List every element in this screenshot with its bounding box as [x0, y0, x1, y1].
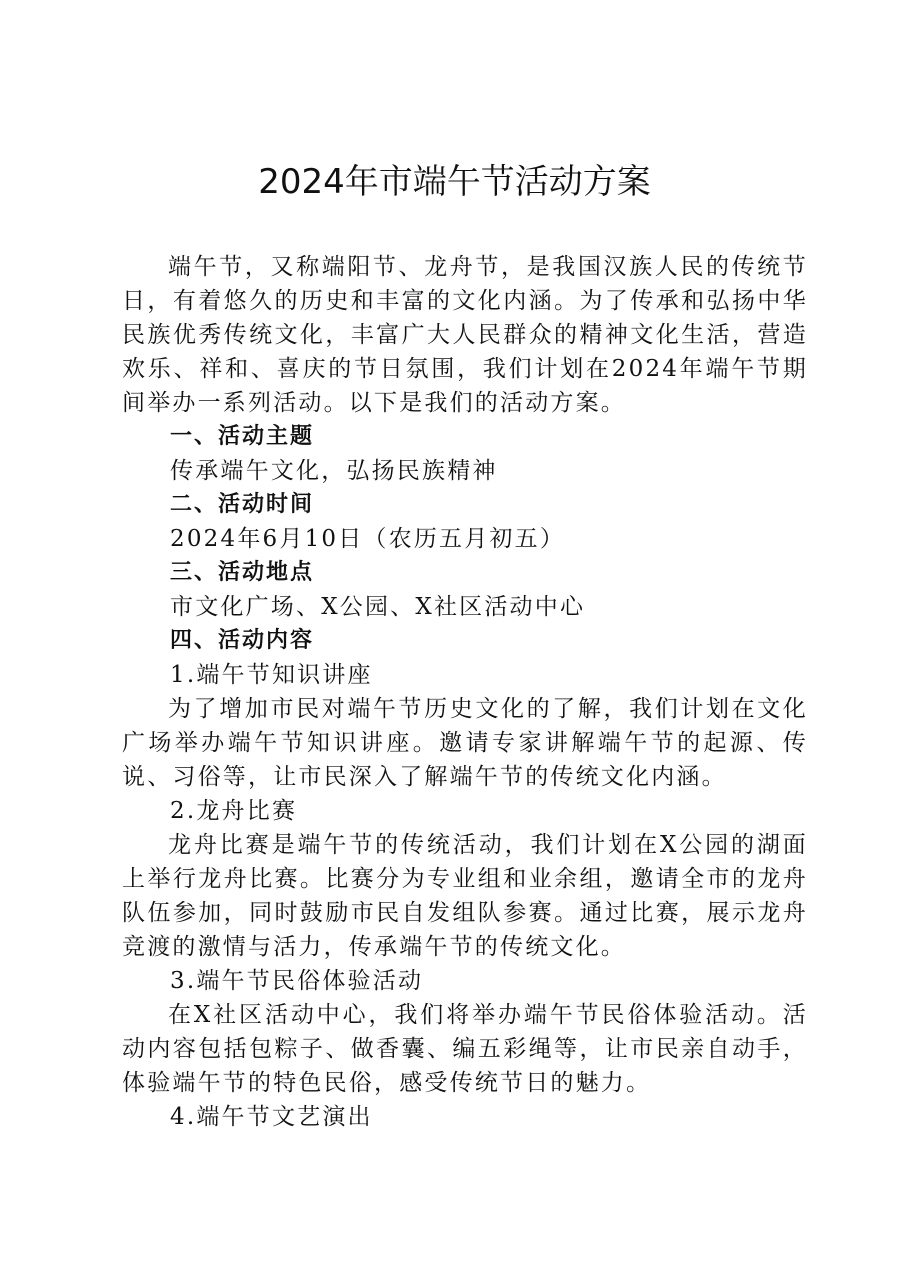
document-title: 2024年市端午节活动方案: [258, 162, 651, 202]
item-label-dragon-boat: 2.龙舟比赛: [170, 798, 298, 824]
section-heading-theme: 一、活动主题: [170, 424, 315, 449]
item-label-performance: 4.端午节文艺演出: [170, 1104, 373, 1130]
section-text-time: 2024年6月10日（农历五月初五）: [170, 526, 566, 552]
document-body: [122, 250, 808, 1134]
intro-paragraph: 端午节，又称端阳节、龙舟节，是我国汉族人民的传统节日，有着悠久的历史和丰富的文化内涵。为了传承和弘扬中华民族优秀传统文化，丰富广大人民群众的精神文化生活，营造欢乐、祥和、喜庆的节日氛围，我们计划在2024年端午节期间举办一系列活动。以下是我们的活动方案。: [122, 254, 808, 416]
section-text-theme: 传承端午文化，弘扬民族精神: [170, 458, 498, 484]
section-heading-time: 二、活动时间: [170, 492, 315, 517]
item-text-folk-experience: 在X社区活动中心，我们将举办端午节民俗体验活动。活动内容包括包粽子、做香囊、编五彩绳等，让市民亲自动手，体验端午节的特色民俗，感受传统节日的魅力。: [122, 1002, 808, 1096]
section-heading-content: 四、活动内容: [170, 628, 315, 653]
item-text-lecture: 为了增加市民对端午节历史文化的了解，我们计划在文化广场举办端午节知识讲座。邀请专家讲解端午节的起源、传说、习俗等，让市民深入了解端午节的传统文化内涵。: [122, 696, 808, 790]
item-text-dragon-boat: 龙舟比赛是端午节的传统活动，我们计划在X公园的湖面上举行龙舟比赛。比赛分为专业组和业余组，邀请全市的龙舟队伍参加，同时鼓励市民自发组队参赛。通过比赛，展示龙舟竞渡的激情与活力，传承端午节的传统文化。: [122, 832, 808, 960]
section-text-location: 市文化广场、X公园、X社区活动中心: [170, 594, 586, 620]
item-label-folk-experience: 3.端午节民俗体验活动: [170, 968, 424, 994]
section-heading-location: 三、活动地点: [170, 560, 315, 585]
item-label-lecture: 1.端午节知识讲座: [170, 662, 373, 688]
